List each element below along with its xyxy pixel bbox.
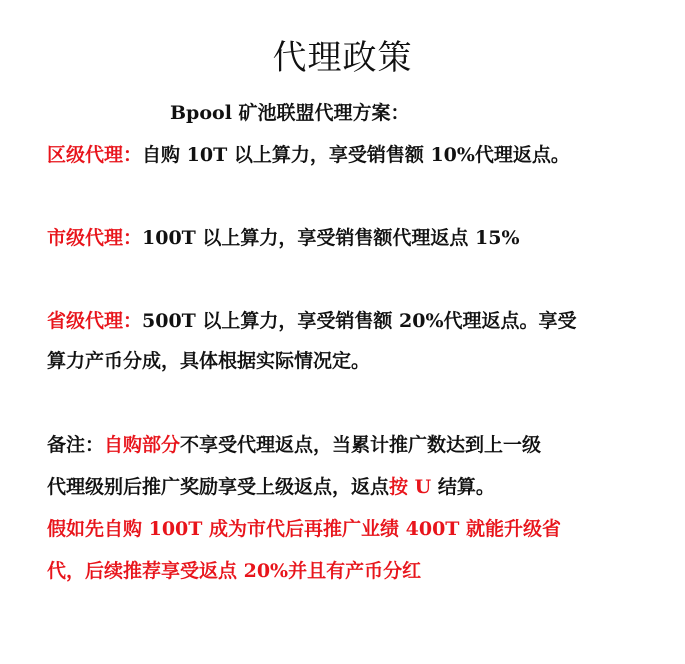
note-text-2a: 代理级别后推广奖励享受上级返点，返点 [47,476,390,498]
province-agent-line [47,308,577,334]
note-text-1: 不享受代理返点，当累计推广数达到上一级 [180,434,542,456]
city-agent-text: 100T 以上算力，享受销售额代理返点 15% [142,227,520,249]
page-subtitle: Bpool 矿池联盟代理方案： [170,102,410,124]
district-agent-label: 区级代理： [47,144,143,166]
example-line-1: 假如先自购 100T 成为市代后再推广业绩 400T 就能升级省 [47,518,562,540]
note-settle-highlight: 按 U [389,476,432,498]
note-line-2 [47,474,495,500]
note-line-1 [47,432,541,458]
city-agent-line [47,225,520,251]
province-agent-text-1: 500T 以上算力，享受销售额 20%代理返点。享受 [142,310,577,332]
province-agent-line-2 [47,348,370,374]
district-agent-line [47,142,570,168]
district-agent-text: 自购 10T 以上算力，享受销售额 10%代理返点。 [142,144,570,166]
province-agent-label: 省级代理： [47,310,143,332]
note-prefix: 备注： [47,434,105,456]
note-text-2b: 结算。 [431,476,495,498]
city-agent-label: 市级代理： [47,227,143,249]
page-title: 代理政策 [272,38,413,78]
example-line-2: 代，后续推荐享受返点 20%并且有产币分红 [47,560,422,582]
note-highlight: 自购部分 [104,434,181,456]
province-agent-text-2: 算力产币分成，具体根据实际情况定。 [47,350,371,372]
